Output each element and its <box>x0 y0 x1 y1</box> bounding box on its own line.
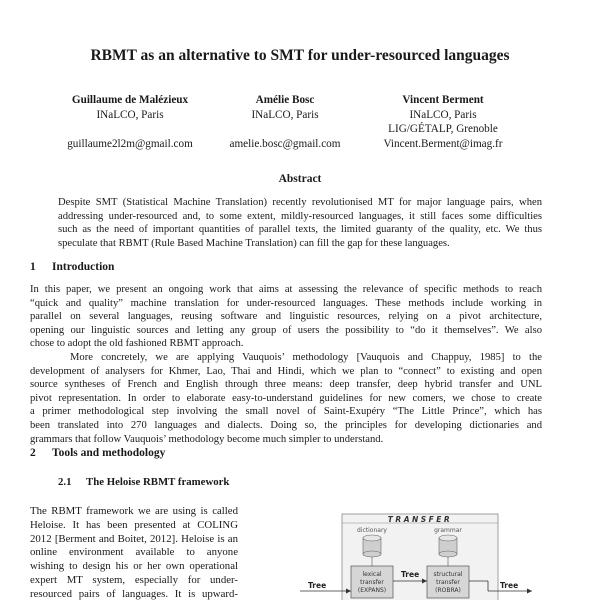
author-affiliation: INaLCO, Paris <box>409 108 477 121</box>
body-line: The RBMT framework we are using is called <box>30 505 238 517</box>
grammar-label: grammar <box>434 527 462 534</box>
introduction-paragraph-2 <box>30 351 542 446</box>
section-heading-introduction <box>30 261 114 273</box>
output-arrowhead <box>527 589 532 594</box>
body-line: online environment available to anyone <box>30 546 238 559</box>
section-title: Tools and methodology <box>52 447 166 459</box>
subsection-title: The Heloise RBMT framework <box>86 476 230 488</box>
section-number: 2 <box>30 447 36 459</box>
author-name: Amélie Bosc <box>255 94 315 106</box>
tree-label-middle: Tree <box>401 570 420 579</box>
body-line: “quick and quality” machine translation for under-resourced languages. These methods include working in <box>30 297 542 309</box>
author-email: Vincent.Berment@imag.fr <box>383 137 503 150</box>
author-affiliation: INaLCO, Paris <box>96 108 164 121</box>
abstract-body <box>58 196 542 250</box>
section-number: 1 <box>30 261 36 273</box>
grammar-database-icon <box>439 535 457 557</box>
tree-label-right: Tree <box>500 581 519 590</box>
body-line: Heloise. It has been presented at COLING <box>30 518 238 531</box>
body-line: pivot representation. In order to elaborate easy-to-understand guidelines for new comers, we chose to create <box>30 392 542 404</box>
body-line: chose to adopt the old fashioned RBMT approach. <box>30 338 244 350</box>
author-email: amelie.bosc@gmail.com <box>229 137 341 150</box>
section-title: Introduction <box>52 261 115 273</box>
subsection-heading-heloise <box>58 476 229 488</box>
body-line: a primer methodological step involving the small novel of Saint-Exupéry “The Little Prince”, which has <box>30 406 542 418</box>
author-block-3 <box>358 93 528 151</box>
body-line: development of analysers for Khmer, Lao, Thai and Hindi, which we plan to “connect” to existing and open <box>30 365 542 377</box>
transfer-header: TRANSFER <box>387 515 453 524</box>
tree-label-left: Tree <box>308 581 327 590</box>
body-line: been translated into 270 languages and dialects. Doing so, the principles for developing dictionaries and <box>30 419 542 431</box>
dictionary-label: dictionary <box>357 527 387 534</box>
subsection-number: 2.1 <box>58 476 72 488</box>
author-email: guillaume2l2m@gmail.com <box>67 137 193 150</box>
transfer-figure <box>300 508 600 600</box>
body-line: wishing to design his or her own operational <box>30 560 238 573</box>
body-line: More concretely, we are applying Vauquois’ methodology [Vauquois and Chappuy, 1985] to the <box>70 352 542 363</box>
body-line: expert MT system, especially for under- <box>30 573 238 586</box>
abstract-line: addressing under-resourced and, to some extent, mildly-resourced languages, it still faces some difficulties <box>58 210 542 222</box>
abstract-heading: Abstract <box>278 173 322 185</box>
structural-transfer-label: transfer <box>436 579 460 586</box>
author-affiliation: INaLCO, Paris <box>251 108 319 121</box>
abstract-line: such as the need of important quantities of parallel texts, the limited guaranty of the quality, etc. We thus <box>58 224 542 236</box>
body-line: In this paper, we present an ongoing work that aims at assessing the relevance of specific methods to reach <box>30 284 542 295</box>
transfer-diagram <box>300 508 600 600</box>
structural-transfer-label: (ROBRA) <box>435 587 461 594</box>
body-line: 2012 [Berment and Boitet, 2012]. Heloise is an <box>30 532 238 545</box>
structural-transfer-label: structural <box>433 571 463 578</box>
body-line: parallel on several languages, reusing software and linguistic resources, relying on a pivot architecture, <box>30 311 542 323</box>
section-heading-tools <box>30 447 165 459</box>
author-name: Guillaume de Malézieux <box>71 94 189 106</box>
body-line: opening our linguistic sources and letting any group of users the possibility to “do it themselves”. We also <box>30 324 542 336</box>
abstract-line: speculate that RBMT (Rule Based Machine Translation) can fill the gap for these languages. <box>58 237 450 249</box>
body-line: grammars that follow Vauquois’ methodology become much simpler to understand. <box>30 433 384 445</box>
body-line: source syntheses of French and English through three means: deep transfer, deep hybrid transfer and UNL <box>30 379 542 391</box>
heloise-paragraph <box>30 505 238 600</box>
lexical-transfer-label: transfer <box>360 579 384 586</box>
author-block-1 <box>45 93 215 151</box>
paper-title: RBMT as an alternative to SMT for under-resourced languages <box>90 47 510 64</box>
lexical-transfer-label: lexical <box>362 571 382 578</box>
lexical-transfer-label: (EXPANS) <box>357 587 387 594</box>
author-affiliation: LIG/GÉTALP, Grenoble <box>388 123 498 135</box>
abstract-line: Despite SMT (Statistical Machine Translation) recently revolutionised MT for major language pairs, when <box>58 197 542 208</box>
dictionary-database-icon <box>363 535 381 557</box>
introduction-paragraph-1 <box>30 283 542 351</box>
author-name: Vincent Berment <box>402 94 484 106</box>
author-block-2 <box>200 93 370 151</box>
body-line: resourced pairs of languages. It is upward- <box>30 587 238 600</box>
